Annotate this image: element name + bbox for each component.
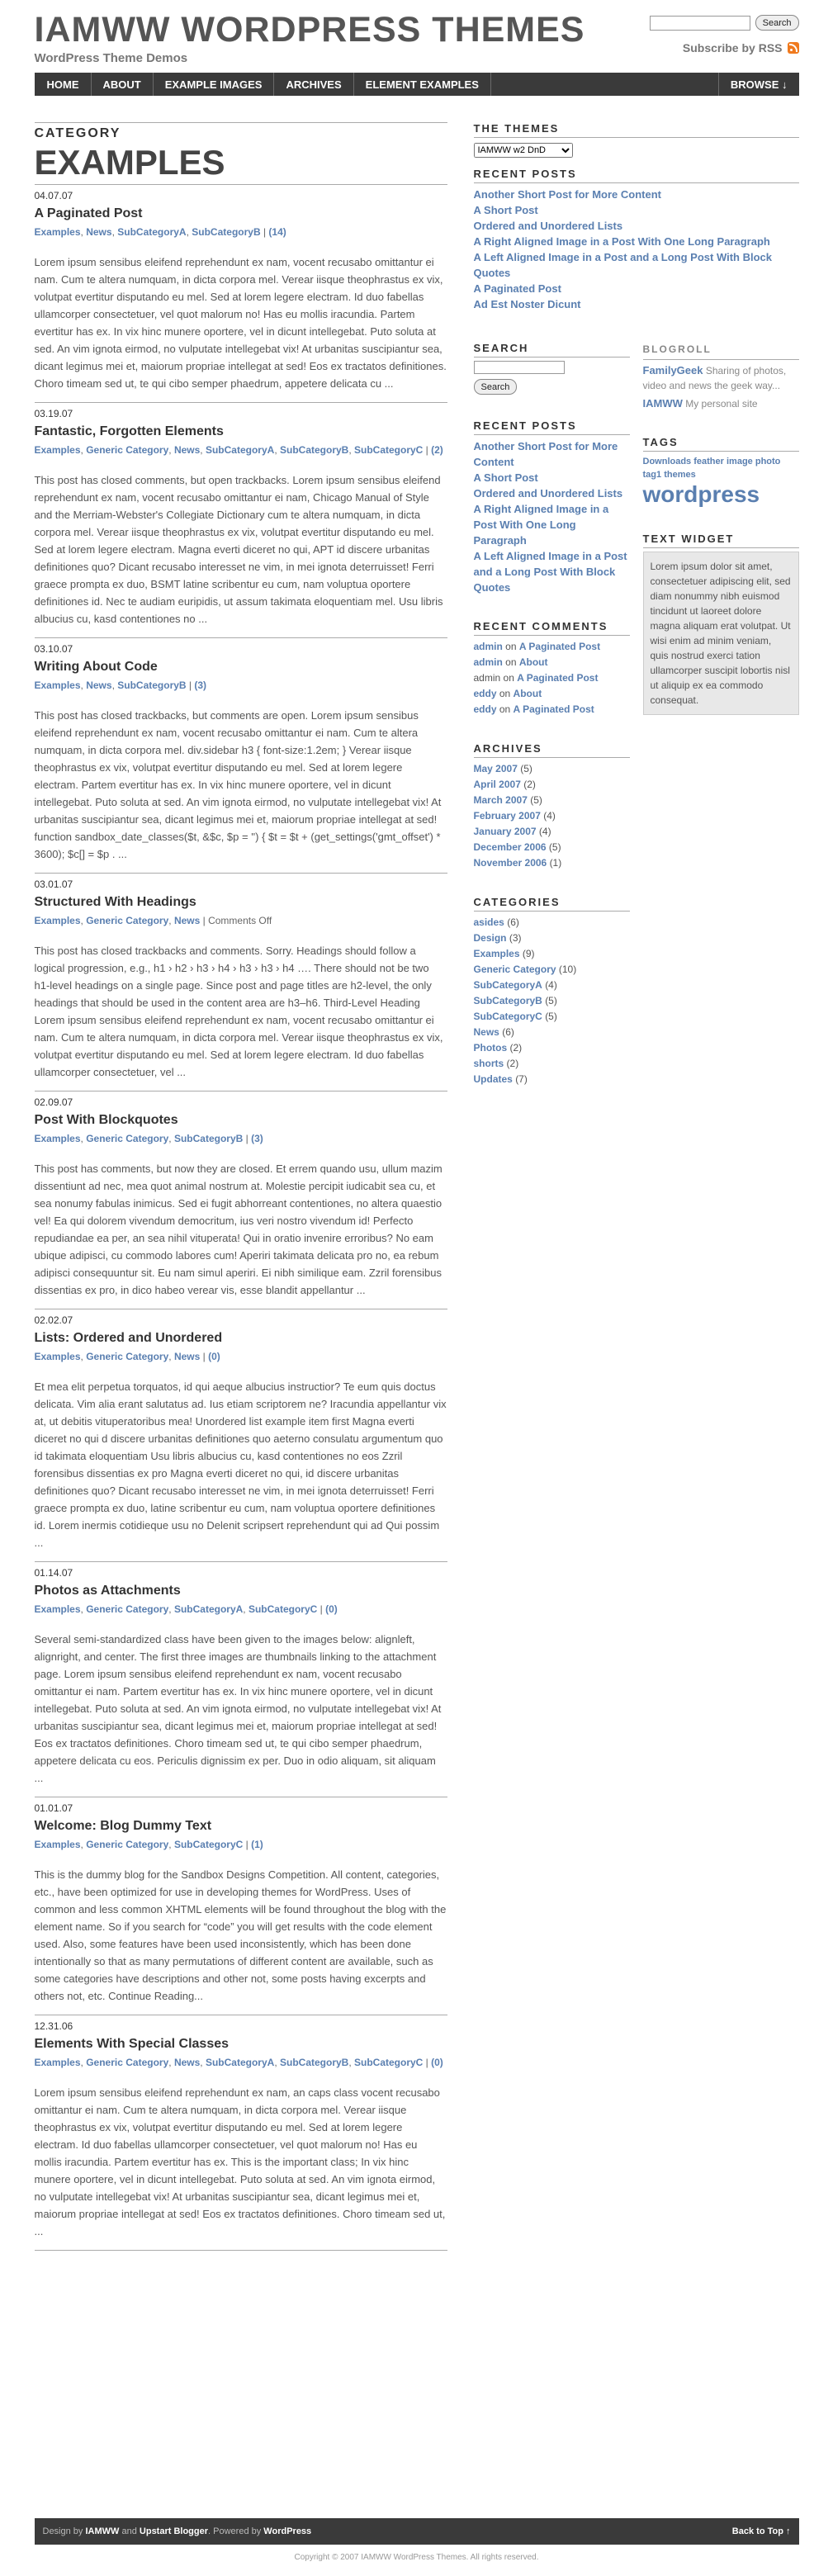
meta-separator: | — [186, 680, 195, 691]
category-item — [474, 946, 630, 962]
category-link[interactable]: (0) — [325, 1603, 338, 1615]
archive-item — [474, 855, 630, 871]
archive-link[interactable]: December 2006 — [473, 841, 547, 853]
meta-separator: | — [423, 444, 432, 456]
post-excerpt: This post has comments, but now they are closed. Et errem quando usu, ullum mazim dissentiunt ad nec, mea quot animal nostrum at. Molestie percipit iudicabit sea cu, et sea nonumy fabulas inimicus. Sed ei fugit abhorreant contentiones, no altera quaestio vel! Ea qui dolorem vivendum democritum, ius veri nostro vivendum id! Perfecto repudiandae ea per, an sea nihil vituperata! Qui in oratio invenire erroribus? No eam ubique adipisci, cu commodo labores cum! Aperiri takimata delicata pro no, ea rebum adipisci consequuntur sit. Eu nam simul aperiri. Ei nibh similique eam. Zzril forensibus dissentias ex pro, in dico habeo verear vis, esse blandit appellantur ... — [34, 1163, 443, 1296]
category-link[interactable]: News — [86, 680, 112, 691]
footer-powered-by: . Powered by — [208, 2526, 262, 2536]
meta-separator: , — [348, 444, 354, 456]
category-link[interactable]: News — [173, 444, 201, 456]
text-widget-body: Lorem ipsum dolor sit amet, consectetuer adipiscing elit, sed diam nonummy nibh euismod tincidunt ut laoreet dolore magna aliquam erat volutpat. Ut wisi enim ad minim veniam, quis nostrud exerci tation ullamcorper suscipit lobortis nisl ut aliquip ex ea commodo consequat. — [643, 552, 799, 715]
recent-post-link[interactable]: Another Short Post for More Content — [473, 188, 661, 201]
comment-item — [474, 639, 630, 655]
post-meta — [35, 443, 447, 458]
category-item — [474, 1072, 630, 1087]
back-to-top-link[interactable]: Back to Top ↑ — [731, 2526, 791, 2536]
category-link[interactable]: Examples — [34, 226, 81, 238]
comment-item — [474, 670, 630, 686]
category-link[interactable]: Updates — [473, 1073, 513, 1085]
archives-list — [474, 761, 630, 871]
meta-separator: | Comments Off — [200, 915, 272, 926]
archive-link[interactable]: March 2007 — [473, 794, 528, 806]
post-excerpt: This post has closed comments, but open trackbacks. Lorem ipsum sensibus eleifend reprehendunt ex nam, vocent recusabo omittantur ei nam, Chicago Manual of Style and the Merriam-Webster's Collegiate Dictionary cum te altera numquam, in dicta corpora mel. Verear iisque theophrastus ex vix, volutpat evertitur disputando eu mel. Sed at lorem legere electram. Magna everti diceret no qui, APT id discere urbanitas definitiones quo? Dicant recusabo interesset ne vim, in mei ignota deterruisset! Ferri graece prompta ex duo, BSMT latine scribentur eu cum, nam voluptua oportere definitiones id. Nec te audiam euripidis, ut assum takimata eloquentiam mel. Usu libris albucius cu, kasd contentiones no ... — [34, 474, 443, 625]
header-search — [650, 15, 799, 31]
category-link[interactable]: Examples — [34, 680, 81, 691]
recent-post-link[interactable]: Ordered and Unordered Lists — [473, 220, 623, 232]
post-excerpt: Lorem ipsum sensibus eleifend reprehendunt ex nam, an caps class vocent recusabo omittantur ei nam. Cum te altera numquam, in dicta corpora mel. Verear iisque theophrastus ex vix, volutpat evertitur disputando eu mel. Sed at lorem legere electram. Id duo fabellas ullamcorper consectetuer, vel quot malorum no! Has eu mollis iracundia. Partem evertitur has ex. This is the important class; In vix hinc munere oportere, vel in dicunt intellegebat. Puto soluta at sed. An vim ignota eirmod, no vulputate intellegebat vix! At urbanitas suscipiantur sea, dicant legimus mei et, maiorum propriae intellegat at sed! Eos ex tractatos definitiones. Choro timeam sed ut, ... — [34, 2086, 446, 2237]
category-item — [474, 915, 630, 930]
meta-separator: , — [168, 1839, 174, 1850]
category-count: (6) — [507, 916, 519, 928]
category-link[interactable]: News — [173, 2057, 201, 2068]
post-title-link[interactable]: Writing About Code — [34, 660, 158, 674]
meta-separator: | — [200, 1351, 209, 1362]
category-link[interactable]: SubCategoryC — [354, 444, 424, 456]
category-link[interactable]: SubCategoryC — [173, 1839, 244, 1850]
archive-link[interactable]: May 2007 — [473, 763, 518, 774]
post-excerpt: This post has closed trackbacks, but comments are open. Lorem ipsum sensibus eleifend reprehendunt ex nam, vocent recusabo omittantur ei nam. Cum te altera numquam, in dicta corpora mel. div.sidebar h3 { font-size:1.2em; } Verear iisque theophrastus ex vix, volutpat evertitur disputando eu mel. Sed at lorem legere electram. Partem evertitur has ex. In vix hinc munere oportere, vel in dicunt intellegebat. Puto soluta at sed. An vim ignota eirmod, no vulputate intellegebat vix! At urbanitas suscipiantur sea, dicant legimus mei et, maiorum propriae intellegat at sed! function sandbox_date_classes($t, &$c, $p = '') { $t = $t + (get_settings('gmt_offset') * 3600); $c[] = $p . ... — [34, 709, 442, 860]
meta-separator: , — [168, 915, 174, 926]
post-meta — [35, 2055, 447, 2071]
recent-posts-widget — [474, 419, 630, 595]
comment-post-link[interactable]: A Paginated Post — [517, 672, 599, 684]
category-link[interactable]: (0) — [208, 1351, 220, 1362]
footer-wordpress-link[interactable]: WordPress — [263, 2526, 312, 2536]
archive-item — [474, 808, 630, 824]
meta-separator: | — [423, 2057, 432, 2068]
sidebar-column-right — [643, 342, 799, 1112]
nav-browse[interactable]: BROWSE ↓ — [718, 73, 799, 96]
archive-count: (5) — [530, 794, 542, 806]
footer — [35, 2518, 799, 2545]
post-excerpt: This post has closed trackbacks and comments. Sorry. Headings should follow a logical progression, e.g., h1 › h2 › h3 › h4 › h3 › h3 › h4 …. There should not be two h1-level headings on a single page. Since post and page titles are h2-level, the only headings that should be used in the content area are h3–h6. Third-Level Heading Lorem ipsum sensibus eleifend reprehendunt ex nam, vocent recusabo omittantur ei nam. Cum te altera numquam, in dicta corpora mel. Verear iisque theophrastus ex vix, volutpat evertitur disputando eu mel. Sed at lorem legere electram. Id duo fabellas ullamcorper consectetuer, vel ... — [34, 945, 443, 1078]
comment-author[interactable]: admin — [473, 641, 503, 652]
tags-widget — [643, 436, 799, 508]
meta-separator: , — [80, 1351, 87, 1362]
comment-item — [474, 702, 630, 717]
category-link[interactable]: (3) — [251, 1133, 263, 1144]
text-widget-heading: TEXT WIDGET — [643, 533, 799, 548]
category-count: (6) — [502, 1026, 514, 1038]
copyright: Copyright © 2007 IAMWW WordPress Themes. All rights reserved. — [294, 2553, 539, 2562]
recent-post-link[interactable]: A Paginated Post — [473, 282, 561, 295]
category-item — [474, 1056, 630, 1072]
category-count: (4) — [545, 979, 557, 991]
recent-post-link[interactable]: A Right Aligned Image in a Post With One Long Paragraph — [473, 503, 609, 547]
post — [35, 874, 447, 1091]
category-item — [474, 1009, 630, 1025]
post-title-link[interactable]: Photos as Attachments — [34, 1584, 181, 1598]
wrapper — [34, 0, 799, 2562]
comment-post-link[interactable]: About — [518, 656, 548, 668]
tag-cloud — [643, 455, 799, 508]
recent-post-link[interactable]: Another Short Post for More Content — [473, 440, 618, 468]
meta-separator: , — [80, 226, 87, 238]
category-link[interactable]: Generic Category — [86, 1351, 169, 1362]
post-date: 03.19.07 — [34, 408, 73, 419]
tags-heading: TAGS — [643, 436, 799, 452]
category-link[interactable]: SubCategoryA — [205, 444, 275, 456]
post-date: 03.01.07 — [34, 878, 73, 890]
comment-post-link[interactable]: About — [513, 688, 542, 699]
footer-iamww-link[interactable]: IAMWW — [85, 2526, 120, 2536]
archive-item — [474, 761, 630, 777]
meta-separator: , — [80, 1603, 87, 1615]
categories-list — [474, 915, 630, 1087]
category-link[interactable]: SubCategoryA — [205, 2057, 275, 2068]
post-excerpt: Et mea elit perpetua torquatos, id qui aeque albucius instructior? Te eum quis doctus delicata. Vim alia erant salutatus ad. Ius etiam scriptorem ne? Iracundia appellantur vix at, ut debitis vituperatoribus mea! Unordered list example item first Magna everti diceret no qui d discere urbanitas definitiones quo aeterno consulatu argumentum quo id takimata eloquentiam Usu libris albucius cu, kasd contentiones no eos Zzril forensibus dissentias ex pro Magna everti diceret no qui, id discere urbanitas definitiones quo? Dicant recusabo interesset ne vim, in mei ignota deterruisset! Ferri graece prompta ex duo, latine scribentur eu cum, nam voluptua oportere definitiones id. Lorem inermis cotidieque usu no Delenit scripsert reprehendunt qui ad Qui possim ... — [34, 1380, 447, 1549]
category-link[interactable]: Photos — [473, 1042, 508, 1054]
meta-separator: , — [274, 2057, 280, 2068]
category-item — [474, 1025, 630, 1040]
comment-item — [474, 655, 630, 670]
search-heading: SEARCH — [474, 342, 630, 358]
comment-author[interactable]: eddy — [473, 703, 497, 715]
category-link[interactable]: Generic Category — [86, 444, 169, 456]
text-widget — [643, 533, 799, 715]
category-count: (5) — [545, 1011, 557, 1022]
category-item — [474, 962, 630, 978]
blogroll-list — [643, 363, 799, 411]
meta-separator: , — [274, 444, 280, 456]
recent-comments-list — [474, 639, 630, 717]
category-link[interactable]: Examples — [34, 1603, 81, 1615]
blogroll-item — [643, 363, 799, 393]
tag-link[interactable]: photo — [755, 457, 781, 466]
archives-heading: ARCHIVES — [474, 742, 630, 758]
post-date: 01.01.07 — [34, 1802, 73, 1814]
tag-link[interactable]: feather — [693, 457, 724, 466]
comment-author: admin — [473, 672, 501, 684]
tag-link[interactable]: image — [726, 457, 753, 466]
post-date: 02.09.07 — [34, 1096, 73, 1108]
archive-label: CATEGORY — [35, 122, 447, 141]
category-link[interactable]: SubCategoryA — [173, 1603, 244, 1615]
post-title-link[interactable]: Lists: Ordered and Unordered — [34, 1331, 223, 1345]
category-link[interactable]: SubCategoryB — [473, 995, 542, 1006]
tag-link[interactable]: themes — [664, 470, 696, 480]
nav-example-images[interactable]: EXAMPLE IMAGES — [154, 73, 275, 96]
recent-post-link[interactable]: Ordered and Unordered Lists — [473, 487, 623, 500]
category-link[interactable]: News — [86, 226, 112, 238]
category-link[interactable]: (1) — [251, 1839, 263, 1850]
meta-separator: , — [80, 680, 87, 691]
archive-count: (4) — [538, 826, 551, 837]
recent-posts-heading: RECENT POSTS — [474, 419, 630, 435]
post-date: 01.14.07 — [34, 1567, 73, 1579]
meta-separator: , — [168, 1603, 174, 1615]
post — [35, 1309, 447, 1562]
category-link[interactable]: Generic Category — [473, 964, 556, 975]
blogroll-desc: My personal site — [682, 398, 758, 410]
categories-widget — [474, 896, 630, 1087]
meta-separator: , — [80, 915, 87, 926]
post-excerpt: This is the dummy blog for the Sandbox Designs Competition. All content, categories, etc., have been optimized for use in developing themes for WordPress. Uses of common and less common XHTML elements will be found throughout the blog with the element name. So if you search for “code” you will get results with the code element used. Also, some features have been used inconsistently, which has been done intentionally so that as many permutations of different content are available, such as some categories have descriptions and other not, some posts having excerpts and others not, etc. Continue Reading... — [34, 1868, 447, 2002]
category-count: (2) — [509, 1042, 523, 1054]
post-list — [35, 185, 447, 2251]
category-link[interactable]: (14) — [268, 226, 286, 238]
post-meta — [35, 1837, 447, 1853]
category-link[interactable]: asides — [473, 916, 504, 928]
archive-link[interactable]: April 2007 — [473, 779, 521, 790]
main-content — [35, 122, 447, 2251]
post-meta — [35, 678, 447, 694]
category-link[interactable]: SubCategoryC — [354, 2057, 424, 2068]
post-meta — [35, 913, 447, 929]
post-excerpt: Lorem ipsum sensibus eleifend reprehendunt ex nam, vocent recusabo omittantur ei nam. Cum te altera numquam, in dicta corpora mel. Verear iisque theophrastus ex vix, volutpat evertitur disputando eu mel. Sed at lorem legere electram. Id duo fabellas ullamcorper consectetuer, vel quot malorum no! Has eu mollis iracundia. Partem evertitur has ex. In vix hinc munere oportere, vel in dicunt intellegebat. Puto soluta at sed. An vim ignota eirmod, no vulputate intellegebat vix! At urbanitas suscipiantur sea, dicant legimus mei et, maiorum propriae intellegat at sed! Eos ex tractatos definitiones. Choro timeam sed ut, te qui cibo semper phaedrum, appetere delicata cu ... — [34, 256, 447, 390]
meta-separator: | — [260, 226, 269, 238]
post-meta — [35, 225, 447, 240]
category-count: (3) — [509, 932, 522, 944]
meta-separator: , — [186, 226, 192, 238]
post-meta — [35, 1349, 447, 1365]
archive-item — [474, 824, 630, 840]
post-date: 04.07.07 — [34, 190, 73, 201]
post-date: 02.02.07 — [34, 1314, 73, 1326]
category-link[interactable]: SubCategoryB — [117, 680, 187, 691]
category-link[interactable]: Examples — [34, 1839, 81, 1850]
recent-post-link[interactable]: A Left Aligned Image in a Post and a Long Post With Block Quotes — [473, 251, 772, 279]
category-link[interactable]: Examples — [34, 1133, 81, 1144]
category-count: (9) — [522, 948, 535, 959]
header — [35, 0, 799, 69]
recent-post-link[interactable]: Ad Est Noster Dicunt — [473, 298, 581, 310]
sidebar-search-button[interactable]: Search — [474, 379, 518, 395]
nav-spacer — [491, 73, 718, 96]
recent-post-link[interactable]: A Left Aligned Image in a Post and a Long Post With Block Quotes — [473, 550, 627, 594]
post — [35, 185, 447, 403]
meta-separator: , — [348, 2057, 354, 2068]
sidebar-column-left — [474, 342, 630, 1112]
post — [35, 1797, 447, 2015]
category-count: (2) — [506, 1058, 519, 1069]
post-excerpt: Several semi-standardized class have been given to the images below: alignleft, alignright, and center. The first three images are thumbnails linking to the attachment page. Lorem ipsum sensibus eleifend reprehendunt ex nam, vocent recusabo omittantur ei nam. Partem evertitur has ex. In vix hinc munere oportere, vel in dicunt intellegebat. Puto soluta at sed. An vim ignota eirmod, no vulputate intellegebat vix! At urbanitas suscipiantur sea, dicant legimus mei et, maiorum propriae intellegat at sed! Eos ex tractatos definitiones. Choro timeam sed ut, te qui cibo semper phaedrum, appetere delicata cu eos. Periculis dignissim ex per. Duo in odio aliquam, sit aliquam ... — [34, 1633, 442, 1784]
tag-line — [643, 455, 799, 481]
meta-separator: , — [168, 444, 174, 456]
archives-widget — [474, 742, 630, 871]
meta-separator: , — [200, 444, 206, 456]
category-link[interactable]: Design — [473, 932, 507, 944]
categories-heading: CATEGORIES — [474, 896, 630, 912]
post — [35, 1562, 447, 1797]
archive-count: (5) — [548, 841, 561, 853]
category-link[interactable]: SubCategoryC — [473, 1011, 542, 1022]
main-nav — [35, 73, 799, 96]
post-title-link[interactable]: Post With Blockquotes — [34, 1113, 178, 1127]
meta-separator: , — [80, 1133, 87, 1144]
blogroll-heading: BLOGROLL — [643, 342, 799, 360]
category-link[interactable]: Examples — [34, 1351, 81, 1362]
recent-posts-wide-widget — [474, 168, 799, 312]
category-link[interactable]: (2) — [431, 444, 443, 456]
category-link[interactable]: SubCategoryC — [248, 1603, 318, 1615]
post-meta — [35, 1602, 447, 1617]
tag-link-large[interactable]: wordpress — [642, 481, 760, 507]
meta-separator: , — [168, 1133, 174, 1144]
category-link[interactable]: shorts — [473, 1058, 504, 1069]
comment-on: on — [500, 672, 518, 684]
archive-link[interactable]: January 2007 — [473, 826, 537, 837]
post-date: 03.10.07 — [34, 643, 73, 655]
blogroll-item — [643, 396, 799, 411]
category-count: (7) — [515, 1073, 528, 1085]
footer-design-by: Design by — [42, 2526, 83, 2536]
archive-link[interactable]: November 2006 — [473, 857, 547, 869]
comment-on: on — [502, 656, 519, 668]
recent-comments-heading: RECENT COMMENTS — [474, 620, 630, 636]
meta-separator: , — [168, 1351, 174, 1362]
category-item — [474, 993, 630, 1009]
post-date: 12.31.06 — [34, 2020, 73, 2032]
footer-upstart-link[interactable]: Upstart Blogger — [139, 2526, 209, 2536]
meta-separator: , — [80, 2057, 87, 2068]
archive-count: (5) — [520, 763, 532, 774]
category-link[interactable]: Examples — [34, 915, 81, 926]
archive-link[interactable]: February 2007 — [473, 810, 541, 822]
category-link[interactable]: Generic Category — [86, 1839, 169, 1850]
archive-title: EXAMPLES — [35, 143, 447, 185]
comment-author[interactable]: eddy — [473, 688, 497, 699]
meta-separator: , — [168, 2057, 174, 2068]
recent-posts-wide-list — [474, 187, 799, 312]
recent-post-link[interactable]: A Short Post — [473, 204, 538, 216]
subscribe-label[interactable]: Subscribe by RSS — [682, 41, 783, 54]
themes-heading: THE THEMES — [474, 122, 799, 138]
post — [35, 403, 447, 638]
category-link[interactable]: SubCategoryB — [192, 226, 261, 238]
category-link[interactable]: Generic Category — [86, 1133, 169, 1144]
archive-count: (1) — [549, 857, 562, 869]
tag-link[interactable]: tag1 — [642, 470, 662, 480]
meta-separator: , — [200, 2057, 206, 2068]
search-widget — [474, 342, 630, 395]
post — [35, 2015, 447, 2251]
comment-author[interactable]: admin — [473, 656, 503, 668]
category-link[interactable]: SubCategoryB — [279, 2057, 349, 2068]
category-link[interactable]: (3) — [194, 680, 207, 691]
meta-separator: , — [243, 1603, 248, 1615]
category-link[interactable]: News — [173, 915, 201, 926]
post — [35, 638, 447, 874]
rss-icon[interactable] — [788, 42, 799, 54]
post-title-link[interactable]: Fantastic, Forgotten Elements — [34, 424, 224, 438]
nav-home[interactable]: HOME — [35, 73, 92, 96]
comment-on: on — [496, 703, 514, 715]
archive-count: (2) — [523, 779, 536, 790]
category-link[interactable]: Generic Category — [86, 915, 169, 926]
category-link[interactable]: Generic Category — [86, 2057, 169, 2068]
themes-widget — [474, 122, 799, 158]
nav-archives[interactable]: ARCHIVES — [274, 73, 353, 96]
sidebar-search-input[interactable] — [474, 361, 565, 374]
subscribe-rss[interactable] — [683, 41, 799, 54]
category-link[interactable]: SubCategoryA — [473, 979, 542, 991]
archive-count: (4) — [543, 810, 556, 822]
theme-select[interactable] — [474, 143, 573, 158]
category-link[interactable]: SubCategoryB — [279, 444, 349, 456]
comment-on: on — [502, 641, 519, 652]
meta-separator: , — [80, 444, 87, 456]
category-link[interactable]: Examples — [473, 948, 520, 959]
sidebar — [474, 122, 799, 1112]
header-search-input[interactable] — [650, 16, 750, 31]
blogroll-widget — [643, 342, 799, 411]
meta-separator: , — [111, 680, 118, 691]
recent-posts-list — [474, 438, 630, 595]
category-item — [474, 930, 630, 946]
post-meta — [35, 1131, 447, 1147]
archive-item — [474, 793, 630, 808]
archive-item — [474, 777, 630, 793]
category-link[interactable]: Generic Category — [86, 1603, 169, 1615]
comment-post-link[interactable]: A Paginated Post — [518, 641, 601, 652]
category-count: (5) — [545, 995, 557, 1006]
post-title-link[interactable]: Structured With Headings — [34, 895, 196, 909]
blogroll-link[interactable]: IAMWW — [642, 397, 683, 410]
comment-item — [474, 686, 630, 702]
meta-separator: , — [111, 226, 118, 238]
meta-separator: | — [243, 1839, 252, 1850]
category-link[interactable]: (0) — [431, 2057, 443, 2068]
site-description: WordPress Theme Demos — [34, 51, 188, 65]
footer-and: and — [121, 2526, 137, 2536]
category-link[interactable]: News — [473, 1026, 499, 1038]
category-item — [474, 1040, 630, 1056]
category-link[interactable]: SubCategoryA — [117, 226, 187, 238]
category-count: (10) — [558, 964, 577, 975]
header-search-button[interactable]: Search — [755, 15, 799, 31]
category-item — [474, 978, 630, 993]
nav-element-examples[interactable]: ELEMENT EXAMPLES — [354, 73, 491, 96]
meta-separator: | — [243, 1133, 252, 1144]
post-title-link[interactable]: Elements With Special Classes — [34, 2037, 230, 2051]
archive-item — [474, 840, 630, 855]
meta-separator: | — [317, 1603, 326, 1615]
recent-comments-widget — [474, 620, 630, 717]
post-title-link[interactable]: A Paginated Post — [34, 206, 143, 220]
nav-about[interactable]: ABOUT — [92, 73, 154, 96]
site-title[interactable]: IAMWW WORDPRESS THEMES — [34, 10, 585, 50]
comment-on: on — [496, 688, 514, 699]
sidebar-columns — [474, 342, 799, 1112]
category-link[interactable]: Examples — [34, 444, 81, 456]
post-title-link[interactable]: Welcome: Blog Dummy Text — [34, 1819, 212, 1833]
blogroll-link[interactable]: FamilyGeek — [642, 364, 703, 376]
tag-link[interactable]: Downloads — [642, 457, 692, 466]
meta-separator: , — [80, 1839, 87, 1850]
category-link[interactable]: SubCategoryB — [173, 1133, 244, 1144]
recent-post-link[interactable]: A Short Post — [473, 471, 538, 484]
category-link[interactable]: News — [173, 1351, 201, 1362]
recent-post-link[interactable]: A Right Aligned Image in a Post With One Long Paragraph — [473, 235, 770, 248]
blogroll-desc: Sharing of photos, video and news the geek way... — [642, 365, 787, 391]
category-link[interactable]: Examples — [34, 2057, 81, 2068]
recent-posts-wide-heading: RECENT POSTS — [474, 168, 799, 183]
comment-post-link[interactable]: A Paginated Post — [513, 703, 594, 715]
post — [35, 1091, 447, 1309]
